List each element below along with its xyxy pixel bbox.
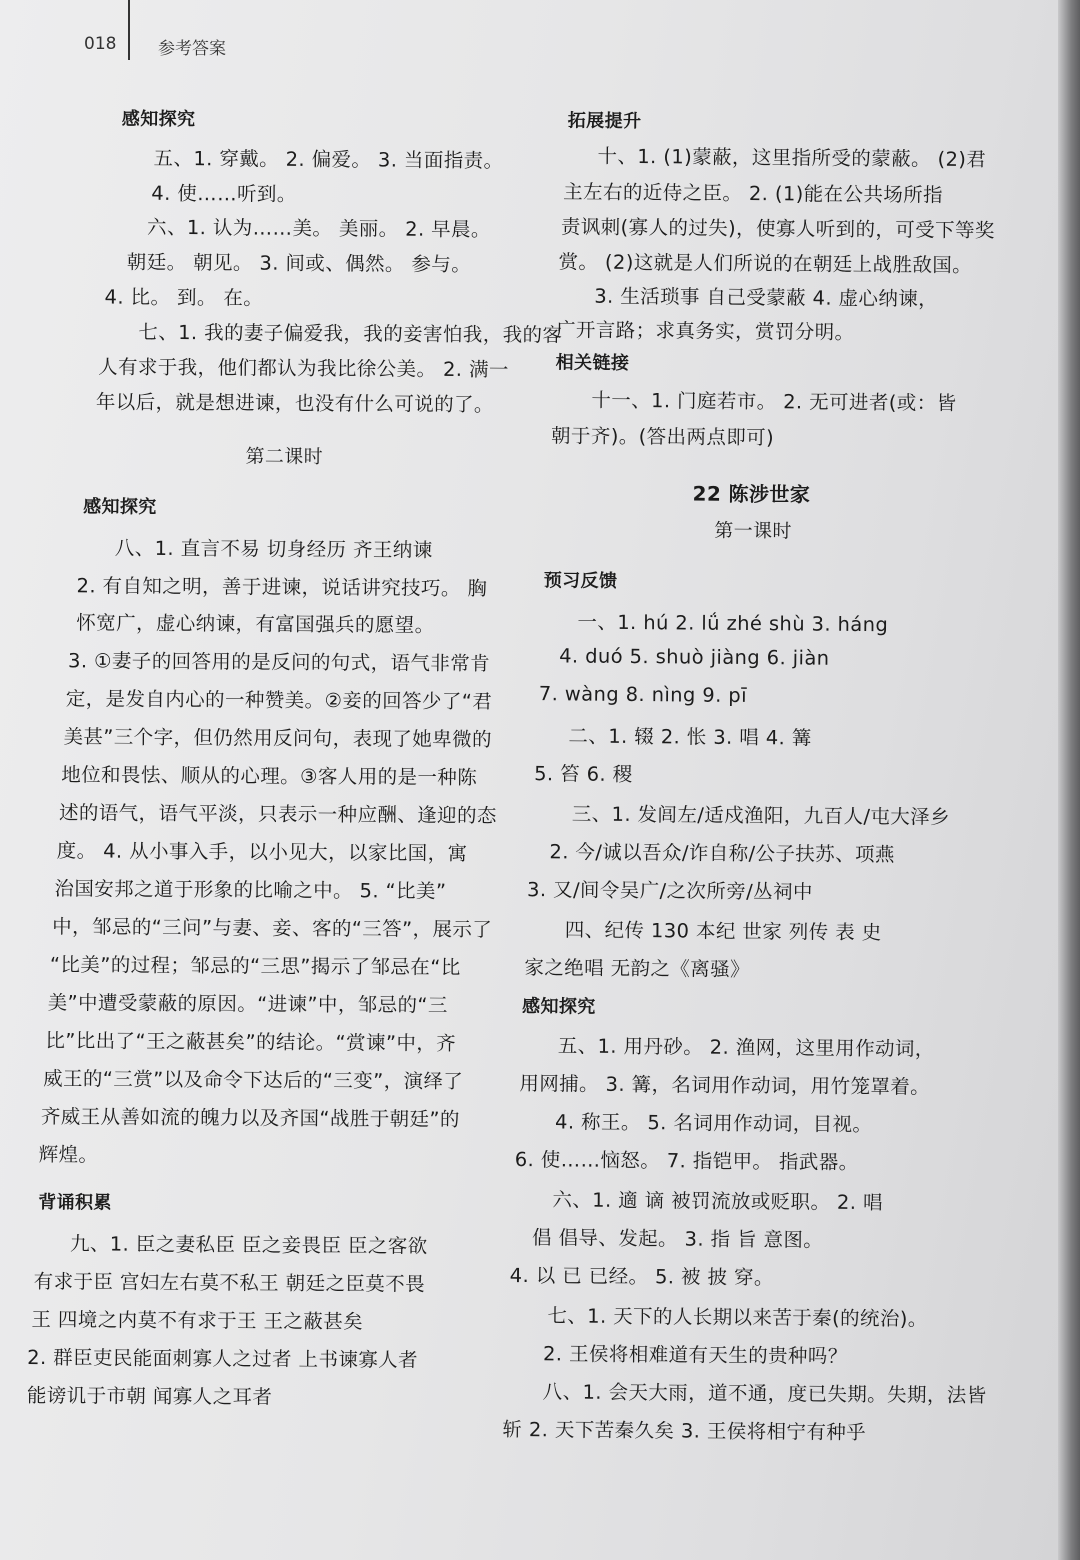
answer-line: 斩 2. 天下苦秦久矣 3. 王侯将相宁有种乎 <box>502 1417 867 1445</box>
answer-line: 述的语气，语气平淡，只表示一种应酬、逢迎的态 <box>58 801 497 828</box>
answer-line: 2. 王侯将相难道有天生的贵种吗？ <box>542 1342 848 1368</box>
answer-line: 六、1. 认为……美。 美丽。 2. 早晨。 <box>147 215 491 242</box>
answer-line: 朝于齐)。(答出两点即可) <box>550 424 775 450</box>
answer-line: 赏。 (2)这就是人们所说的在朝廷上战胜敌国。 <box>558 250 973 277</box>
answer-line: 七、1. 我的妻子偏爱我，我的妾害怕我，我的客 <box>138 320 563 347</box>
header-title: 参考答案 <box>158 39 226 59</box>
answer-line: 美”中遭受蒙蔽的原因。“进谏”中，邹忌的“三 <box>47 991 448 1017</box>
answer-line: 怀宽广，虚心纳谏，有富国强兵的愿望。 <box>76 611 435 637</box>
answer-line: 5. 笞 6. 稷 <box>534 762 633 786</box>
answer-line: 九、1. 臣之妻私臣 臣之妾畏臣 臣之客欲 <box>69 1232 428 1258</box>
section-heading: 感知探究 <box>83 496 157 518</box>
answer-line: 年以后，就是想进谏，也没有什么可说的了。 <box>95 390 494 417</box>
section-heading: 拓展提升 <box>567 110 642 133</box>
right-column <box>502 100 995 1445</box>
answer-line: 7. wàng 8. nìng 9. pī <box>538 682 748 707</box>
answer-line: 3. 又/间令吴广/之次所旁/丛祠中 <box>527 878 813 904</box>
answer-line: 用网捕。 3. 篝，名词用作动词，用竹笼罩着。 <box>519 1072 931 1099</box>
answer-line: 4. 称王。 5. 名词用作动词，目视。 <box>554 1110 873 1137</box>
section-heading: 背诵积累 <box>38 1192 112 1214</box>
answer-line: 一、1. hú 2. lǘ zhé shù 3. háng <box>577 610 889 637</box>
answer-line: 2. 今/诚以吾众/诈自称/公子扶苏、项燕 <box>549 840 895 867</box>
answer-line: 朝廷。 朝见。 3. 间或、偶然。 参与。 <box>126 250 472 277</box>
answer-line: 4. 以 已 已经。 5. 被 披 穿。 <box>509 1263 774 1290</box>
answer-line: 人有求于我，他们都认为我比徐公美。 2. 满一 <box>98 355 509 382</box>
answer-line: 二、1. 辍 2. 怅 3. 唱 4. 篝 <box>568 724 812 750</box>
header-divider <box>128 0 130 60</box>
answer-line: 主左右的近侍之臣。 2. (1)能在公共场所指 <box>563 180 944 207</box>
lesson-title: 22 陈涉世家 <box>692 481 811 507</box>
answer-line: 三、1. 发闾左/适戍渔阳，九百人/屯大泽乡 <box>571 802 951 829</box>
answer-line: 家之绝唱 无韵之《离骚》 <box>524 956 751 982</box>
page-number: 018 <box>84 34 117 54</box>
answer-line: 3. ①妻子的回答用的是反问的句式，语气非常肯 <box>67 649 491 676</box>
answer-line: 地位和畏怯、顺从的心理。③客人用的是一种陈 <box>61 763 478 790</box>
answer-line: 6. 使……恼怒。 7. 指铠甲。 指武器。 <box>514 1147 859 1174</box>
answer-line: 六、1. 適 谪 被罚流放或贬职。 2. 唱 <box>552 1188 884 1215</box>
answer-line: 2. 有自知之明，善于进谏，说话讲究技巧。 胸 <box>76 574 488 601</box>
section-heading: 预习反馈 <box>543 570 618 592</box>
answer-line: 3. 生活琐事 自己受蒙蔽 4. 虚心纳谏， <box>594 284 939 311</box>
answer-line: 广开言路；求真务实，赏罚分明。 <box>555 318 855 344</box>
book-spine-edge <box>1058 0 1080 1560</box>
answer-line: 2. 群臣吏民能面刺寡人之过者 上书谏寡人者 <box>27 1345 419 1372</box>
answer-line: 比”比出了“王之蔽甚矣”的结论。“赏谏”中，齐 <box>45 1029 457 1055</box>
answer-line: 定，是发自内心的一种赞美。②妾的回答少了“君 <box>65 687 493 714</box>
answer-line: 辉煌。 <box>38 1143 99 1167</box>
answer-line: 有求于臣 宫妇左右莫不私王 朝廷之臣莫不畏 <box>33 1270 426 1296</box>
answer-line: 威王的“三赏”以及命令下达后的“三变”，演绎了 <box>43 1067 464 1094</box>
answer-line: 中，邹忌的“三问”与妻、妾、客的“三答”，展示了 <box>52 915 493 942</box>
answer-line: 四、纪传 130 本纪 世家 列传 表 史 <box>564 918 882 945</box>
answer-line: 五、1. 穿戴。 2. 偏爱。 3. 当面指责。 <box>153 146 504 173</box>
answer-line: 4. 使……听到。 <box>151 181 297 206</box>
section-heading: 相关链接 <box>555 352 630 374</box>
answer-line: 齐威王从善如流的魄力以及齐国“战胜于朝廷”的 <box>40 1105 460 1131</box>
answer-line: 美甚”三个字，但仍然用反问句，表现了她卑微的 <box>63 725 493 752</box>
answer-line: 十一、1. 门庭若市。 2. 无可进者(或：皆 <box>591 388 957 415</box>
answer-line: 七、1. 天下的人长期以来苦于秦(的统治)。 <box>547 1304 928 1331</box>
left-column <box>26 96 563 1409</box>
answer-line: “比美”的过程；邹忌的“三思”揭示了邹忌在“比 <box>49 953 461 979</box>
answer-line: 4. 比。 到。 在。 <box>104 285 264 310</box>
answer-line: 十、1. (1)蒙蔽，这里指所受的蒙蔽。 (2)君 <box>597 144 987 172</box>
answer-line: 能谤讥于市朝 闻寡人之耳者 <box>26 1383 273 1409</box>
answer-line: 责讽刺(寡人的过失)，使寡人听到的，可受下等奖 <box>560 215 995 243</box>
answer-line: 治国安邦之道于形象的比喻之中。 5. “比美” <box>54 877 447 903</box>
answer-line: 八、1. 会天大雨，道不通，度已失期。失期，法皆 <box>542 1380 987 1408</box>
answer-line: 度。 4. 从小事入手，以小见大，以家比国，寓 <box>56 839 468 866</box>
lesson-heading: 第二课时 <box>245 445 324 469</box>
lesson-heading: 第一课时 <box>714 519 792 543</box>
section-heading: 感知探究 <box>121 108 196 131</box>
answer-line: 倡 倡导、发起。 3. 指 旨 意图。 <box>531 1226 824 1252</box>
section-heading: 感知探究 <box>521 996 596 1018</box>
answer-line: 五、1. 用丹砂。 2. 渔网，这里用作动词， <box>557 1034 935 1061</box>
answer-line: 王 四境之内莫不有求于王 王之蔽甚矣 <box>31 1307 364 1334</box>
answer-line: 4. duó 5. shuò jiàng 6. jiàn <box>559 644 830 670</box>
answer-line: 八、1. 直言不易 切身经历 齐王纳谏 <box>114 536 433 562</box>
